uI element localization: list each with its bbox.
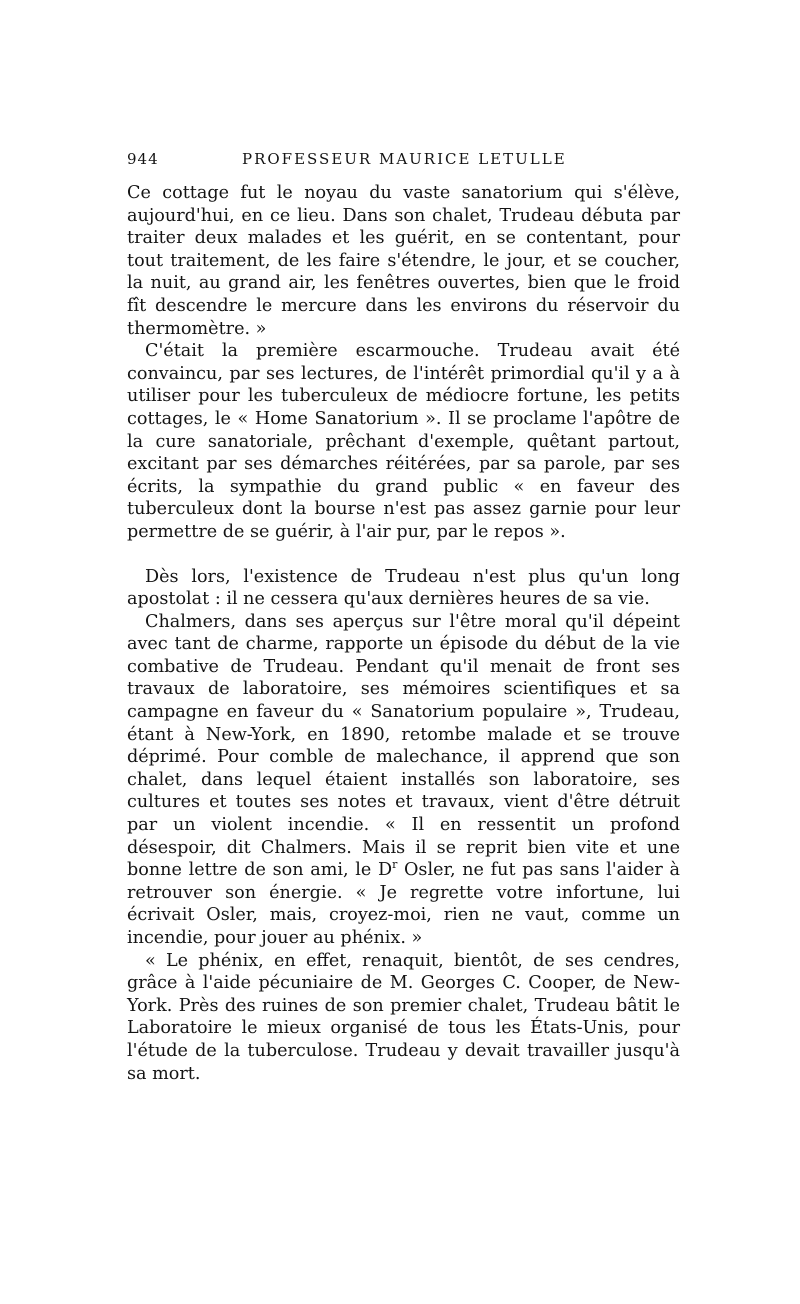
paragraph-chalmers-fire — [127, 611, 680, 950]
chalmers-text-part-2: Osler, ne fut pas sans l'aider à retrouver son énergie. « Je regrette votre infortune, lui écrivait Osler, mais, croyez-moi, rien ne vaut, comme un incendie, pour jouer au phénix. » — [127, 860, 680, 948]
paragraph-sanatorium-origin: Ce cottage fut le noyau du vaste sanatorium qui s'élève, aujourd'hui, en ce lieu. Dans son chalet, Trudeau débuta par traiter deux malades et les guérit, en se contentant, pour tout traitement, de les faire s'étendre, le jour, et se coucher, la nuit, au grand air, les fenêtres ouvertes, bien que le froid fît descendre le mercure dans les environs du réservoir du thermomètre. » — [127, 183, 680, 339]
running-title: PROFESSEUR MAURICE LETULLE — [241, 150, 567, 168]
page-number: 944 — [127, 150, 159, 168]
book-page — [127, 150, 680, 1085]
paragraph-first-skirmish: C'était la première escarmouche. Trudeau avait été convaincu, par ses lectures, de l'intérêt primordial qu'il y a à utiliser pour les tuberculeux de médiocre fortune, les petits cottages, le « Home Sanatorium ». Il se proclame l'apôtre de la cure sanatoriale, prêchant d'exemple, quêtant partout, excitant par ses démarches réitérées, par sa parole, par ses écrits, la sympathie du grand public « en faveur des tuberculeux dont la bourse n'est pas assez garnie pour leur permettre de se guérir, à l'air pur, par le repos ». — [127, 341, 680, 542]
page-header — [127, 150, 680, 168]
paragraph-phoenix: « Le phénix, en effet, renaquit, bientôt, de ses cendres, grâce à l'aide pécuniaire de M. Georges C. Cooper, de New-York. Près des ruines de son premier chalet, Trudeau bâtit le Laboratoire le mieux organisé de tous les États-Unis, pour l'étude de la tuberculose. Trudeau y devait travailler jusqu'à sa mort. — [127, 950, 680, 1084]
paragraph-apostolate: Dès lors, l'existence de Trudeau n'est plus qu'un long apostolat : il ne cessera qu'aux dernières heures de sa vie. — [127, 566, 680, 610]
doctor-abbrev-superscript: r — [392, 858, 398, 872]
chalmers-text-part-1: Chalmers, dans ses aperçus sur l'être moral qu'il dépeint avec tant de charme, rapporte un épisode du début de la vie combative de Trudeau. Pendant qu'il menait de front ses travaux de laboratoire, ses mémoires scientifiques et sa campagne en faveur du « Sanatorium populaire », Trudeau, étant à New-York, en 1890, retombe malade et se trouve déprimé. Pour comble de malechance, il apprend que son chalet, dans lequel étaient installés son laboratoire, ses cultures et toutes ses notes et travaux, vient d'être détruit par un violent incendie. « Il en ressentit un profond désespoir, dit Chalmers. Mais il se reprit bien vite et une bonne lettre de son ami, le D — [127, 611, 680, 881]
